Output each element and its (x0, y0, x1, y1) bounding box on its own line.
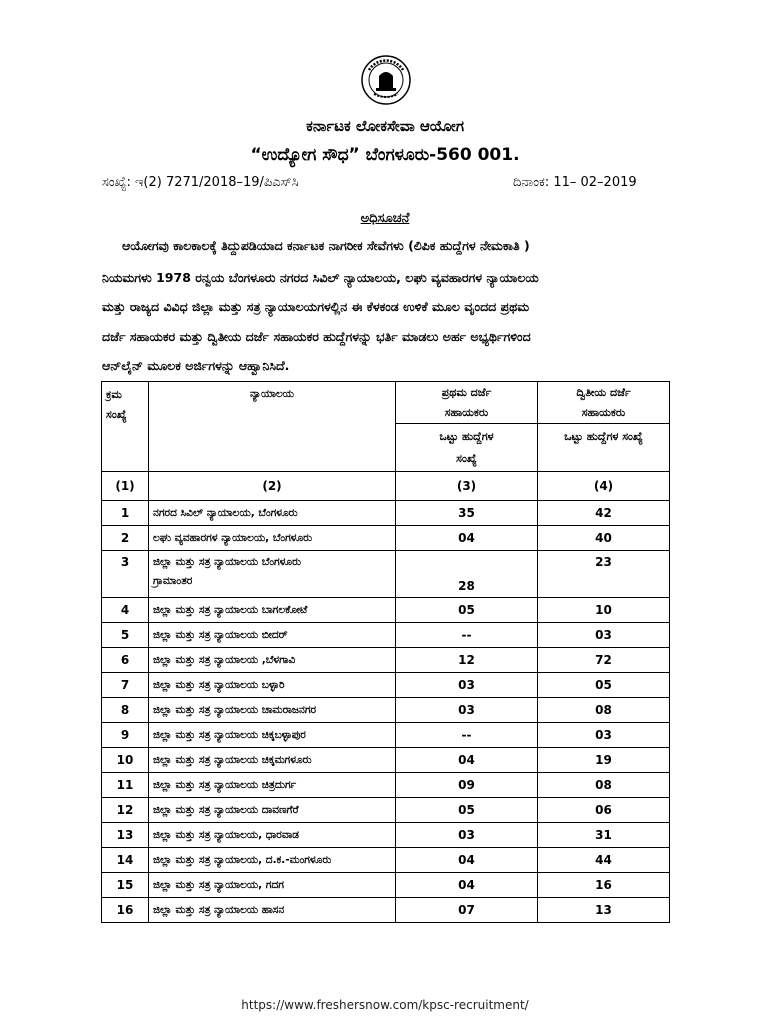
table-row (102, 526, 670, 551)
court-cell (149, 526, 396, 551)
court-cell (149, 623, 396, 648)
table-row (102, 598, 670, 623)
column-number: (4) (538, 472, 670, 501)
header-serial-number (102, 382, 149, 472)
notification-line-1: ಆಯೋಗವು ಕಾಲಕಾಲಕ್ಕೆ ತಿದ್ದುಪಡಿಯಾದ ಕರ್ನಾಟಕ ನಾಗರೀಕ ಸೇವೆಗಳು (ಲಿಪಿಕ ಹುದ್ದೆಗಳ ನೇಮಕಾತಿ ) (122, 238, 530, 253)
court-name: ಜಿಲ್ಲಾ ಮತ್ತು ಸತ್ರ ನ್ಯಾಯಾಲಯ ಬೆಂಗಳೂರು (153, 556, 302, 568)
serial-number: 9 (102, 723, 149, 748)
serial-number: 13 (102, 823, 149, 848)
header-fda-total-line1: ಒಟ್ಟು ಹುದ್ದೆಗಳ (439, 429, 494, 443)
sda-posts: 03 (538, 623, 670, 648)
fda-posts: 07 (396, 898, 538, 923)
sda-posts: 13 (538, 898, 670, 923)
sda-posts: 08 (538, 773, 670, 798)
table-row (102, 748, 670, 773)
court-name: ಜಿಲ್ಲಾ ಮತ್ತು ಸತ್ರ ನ್ಯಾಯಾಲಯ ಬೀದರ್ (153, 628, 288, 641)
sda-posts: 40 (538, 526, 670, 551)
court-cell (149, 551, 396, 598)
notification-line-3: ಮತ್ತು ರಾಜ್ಯದ ವಿವಿಧ ಜಿಲ್ಲಾ ಮತ್ತು ಸತ್ರ ನ್ಯಾಯಾಲಯಗಳಲ್ಲಿನ ಈ ಕೆಳಕಂಡ ಉಳಿಕೆ ಮೂಲ ವೃಂದದ ಪ್ರಥಮ (102, 299, 530, 314)
sda-posts: 23 (538, 551, 670, 598)
serial-number: 11 (102, 773, 149, 798)
court-cell (149, 501, 396, 526)
header-court: ನ್ಯಾಯಾಲಯ (149, 382, 396, 472)
court-cell (149, 798, 396, 823)
table-row (102, 798, 670, 823)
notification-date: ದಿನಾಂಕ: 11– 02–2019 (513, 175, 637, 190)
fda-posts: 04 (396, 848, 538, 873)
table-row (102, 501, 670, 526)
court-name: ಜಿಲ್ಲಾ ಮತ್ತು ಸತ್ರ ನ್ಯಾಯಾಲಯ ,ಬೆಳಗಾವಿ (153, 653, 296, 666)
court-cell (149, 873, 396, 898)
header-fda-total-line2: ಸಂಖ್ಯೆ (456, 451, 477, 465)
sda-posts: 42 (538, 501, 670, 526)
court-cell (149, 648, 396, 673)
sda-posts: 16 (538, 873, 670, 898)
header-sda-total: ಒಟ್ಟು ಹುದ್ದೆಗಳ ಸಂಖ್ಯೆ (538, 424, 670, 472)
court-name: ಜಿಲ್ಲಾ ಮತ್ತು ಸತ್ರ ನ್ಯಾಯಾಲಯ, ಧಾರವಾಡ (153, 828, 299, 841)
serial-number: 6 (102, 648, 149, 673)
serial-number: 8 (102, 698, 149, 723)
header-sda (538, 382, 670, 424)
court-name: ಜಿಲ್ಲಾ ಮತ್ತು ಸತ್ರ ನ್ಯಾಯಾಲಯ, ದ.ಕ.-ಮಂಗಳೂರು (153, 853, 332, 866)
notification-line-2: ನಿಯಮಗಳು 1978 ರನ್ವಯ ಬೆಂಗಳೂರು ನಗರದ ಸಿವಿಲ್ ನ್ಯಾಯಾಲಯ, ಲಘು ವ್ಯವಹಾರಗಳ ನ್ಯಾಯಾಲಯ (102, 270, 539, 285)
court-cell (149, 748, 396, 773)
header-sda-line1: ದ್ವಿತೀಯ ದರ್ಜೆ (576, 385, 631, 399)
serial-number: 15 (102, 873, 149, 898)
court-name: ಜಿಲ್ಲಾ ಮತ್ತು ಸತ್ರ ನ್ಯಾಯಾಲಯ, ಗದಗ (153, 878, 284, 891)
serial-number: 7 (102, 673, 149, 698)
court-name: ಜಿಲ್ಲಾ ಮತ್ತು ಸತ್ರ ನ್ಯಾಯಾಲಯ ಹಾಸನ (153, 903, 285, 916)
sda-posts: 19 (538, 748, 670, 773)
fda-posts: -- (396, 623, 538, 648)
table-row (102, 648, 670, 673)
header-serial-line1: ಕ್ರಮ (106, 388, 122, 401)
column-number: (2) (149, 472, 396, 501)
column-number-row (102, 472, 670, 501)
court-name: ಲಘು ವ್ಯವಹಾರಗಳ ನ್ಯಾಯಾಲಯ, ಬೆಂಗಳೂರು (153, 531, 313, 544)
court-name-cont: ಗ್ರಾಮಾಂತರ (153, 575, 193, 587)
serial-number: 10 (102, 748, 149, 773)
court-cell (149, 723, 396, 748)
sda-posts: 08 (538, 698, 670, 723)
court-name: ಜಿಲ್ಲಾ ಮತ್ತು ಸತ್ರ ನ್ಯಾಯಾಲಯ ದಾವಣಗೆರೆ (153, 803, 299, 816)
table-row (102, 873, 670, 898)
fda-posts: 04 (396, 873, 538, 898)
serial-number: 3 (102, 551, 149, 598)
header-fda (396, 382, 538, 424)
sda-posts: 10 (538, 598, 670, 623)
court-cell (149, 598, 396, 623)
fda-posts: 03 (396, 823, 538, 848)
notification-title: ಅಧಿಸೂಚನೆ (360, 211, 410, 226)
government-emblem-icon (360, 54, 412, 106)
commission-name: ಕರ್ನಾಟಕ ಲೋಕಸೇವಾ ಆಯೋಗ (306, 117, 464, 135)
fda-posts: 04 (396, 526, 538, 551)
sda-posts: 44 (538, 848, 670, 873)
court-name: ಜಿಲ್ಲಾ ಮತ್ತು ಸತ್ರ ನ್ಯಾಯಾಲಯ ಬಳ್ಳಾರಿ (153, 678, 285, 691)
column-number: (3) (396, 472, 538, 501)
fda-posts: 05 (396, 798, 538, 823)
fda-posts: 04 (396, 748, 538, 773)
table-row (102, 698, 670, 723)
fda-posts: 28 (396, 551, 538, 598)
header-sda-line2: ಸಹಾಯಕರು (581, 405, 626, 419)
court-cell (149, 823, 396, 848)
fda-posts: 09 (396, 773, 538, 798)
table-row (102, 773, 670, 798)
table-row (102, 673, 670, 698)
serial-number: 2 (102, 526, 149, 551)
serial-number: 12 (102, 798, 149, 823)
serial-number: 16 (102, 898, 149, 923)
table-row (102, 898, 670, 923)
fda-posts: 35 (396, 501, 538, 526)
fda-posts: 03 (396, 698, 538, 723)
fda-posts: -- (396, 723, 538, 748)
header-fda-total (396, 424, 538, 472)
header-fda-line2: ಸಹಾಯಕರು (444, 405, 489, 419)
sda-posts: 72 (538, 648, 670, 673)
court-cell (149, 773, 396, 798)
sda-posts: 06 (538, 798, 670, 823)
court-name: ನಗರದ ಸಿವಿಲ್ ನ್ಯಾಯಾಲಯ, ಬೆಂಗಳೂರು (153, 506, 298, 519)
court-cell (149, 848, 396, 873)
fda-posts: 03 (396, 673, 538, 698)
court-name: ಜಿಲ್ಲಾ ಮತ್ತು ಸತ್ರ ನ್ಯಾಯಾಲಯ ಚಾಮರಾಜನಗರ (153, 703, 317, 716)
header-serial-line2: ಸಂಖ್ಯೆ (106, 408, 127, 421)
fda-posts: 05 (396, 598, 538, 623)
court-name: ಜಿಲ್ಲಾ ಮತ್ತು ಸತ್ರ ನ್ಯಾಯಾಲಯ ಚಿತ್ರದುರ್ಗ (153, 778, 297, 791)
notification-line-5: ಆನ್‌ಲೈನ್ ಮೂಲಕ ಅರ್ಜಿಗಳನ್ನು ಆಹ್ವಾನಿಸಿದೆ. (102, 358, 290, 373)
table-row (102, 823, 670, 848)
table-row (102, 848, 670, 873)
court-name: ಜಿಲ್ಲಾ ಮತ್ತು ಸತ್ರ ನ್ಯಾಯಾಲಯ ಚಿಕ್ಕಮಗಳೂರು (153, 753, 312, 766)
reference-number: ಸಂಖ್ಯೆ: ಇ(2) 7271/2018–19/ಪಿಎಸ್‌ಸಿ (102, 175, 299, 190)
table-row (102, 623, 670, 648)
fda-posts: 12 (396, 648, 538, 673)
serial-number: 1 (102, 501, 149, 526)
court-cell (149, 898, 396, 923)
sda-posts: 05 (538, 673, 670, 698)
notification-line-4: ದರ್ಜೆ ಸಹಾಯಕರ ಮತ್ತು ದ್ವಿತೀಯ ದರ್ಜೆ ಸಹಾಯಕರ ಹುದ್ದೆಗಳನ್ನು ಭರ್ತಿ ಮಾಡಲು ಅರ್ಹ ಅಭ್ಯರ್ಥಿಗಳಿಂದ (102, 329, 531, 344)
source-url: https://www.freshersnow.com/kpsc-recruitment/ (241, 998, 529, 1012)
serial-number: 5 (102, 623, 149, 648)
vacancy-table (101, 381, 670, 923)
court-cell (149, 698, 396, 723)
header-fda-line1: ಪ್ರಥಮ ದರ್ಜೆ (441, 385, 492, 399)
commission-address: “ಉದ್ಯೋಗ ಸೌಧ” ಬೆಂಗಳೂರು-560 001. (250, 145, 520, 165)
court-name: ಜಿಲ್ಲಾ ಮತ್ತು ಸತ್ರ ನ್ಯಾಯಾಲಯ ಚಿಕ್ಕಬಳ್ಳಾಪುರ (153, 728, 306, 741)
table-row (102, 723, 670, 748)
serial-number: 14 (102, 848, 149, 873)
column-number: (1) (102, 472, 149, 501)
court-cell (149, 673, 396, 698)
table-row (102, 551, 670, 598)
sda-posts: 31 (538, 823, 670, 848)
serial-number: 4 (102, 598, 149, 623)
sda-posts: 03 (538, 723, 670, 748)
court-name: ಜಿಲ್ಲಾ ಮತ್ತು ಸತ್ರ ನ್ಯಾಯಾಲಯ ಬಾಗಲಕೋಟೆ (153, 603, 308, 616)
